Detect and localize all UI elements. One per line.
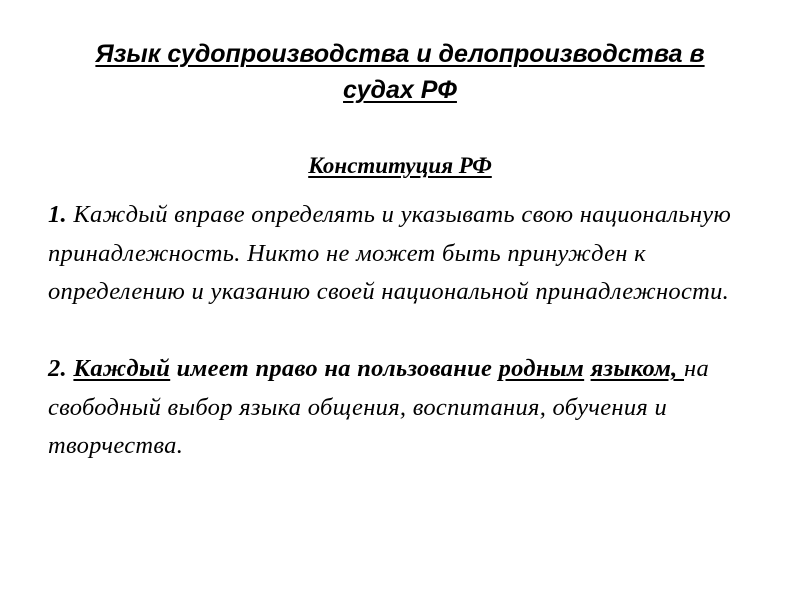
paragraph-1-number: 1. (48, 201, 67, 228)
paragraph-1-text: Каждый вправе определять и указывать свою национальную принадлежность. Никто не может быть принужден к определению и указанию своей национальной принадлежности. (48, 201, 732, 305)
paragraph-2-word-kazhdyi: Каждый (73, 355, 171, 382)
slide-subtitle: Конституция РФ (308, 153, 492, 178)
slide-title: Язык судопроизводства и делопроизводства в судах РФ (95, 40, 705, 104)
paragraph-2 (48, 350, 748, 466)
paragraph-2-number: 2. (48, 355, 67, 382)
paragraph-2-word-rodnym: родным (498, 355, 585, 382)
paragraph-2-word-yazykom: языком, (590, 355, 685, 382)
paragraph-2-phrase-1: имеет право на пользование (170, 355, 499, 382)
paragraph-1 (48, 196, 748, 312)
paragraph-2-rest: на свободный выбор языка общения, воспитания, обучения и творчества. (48, 355, 710, 459)
